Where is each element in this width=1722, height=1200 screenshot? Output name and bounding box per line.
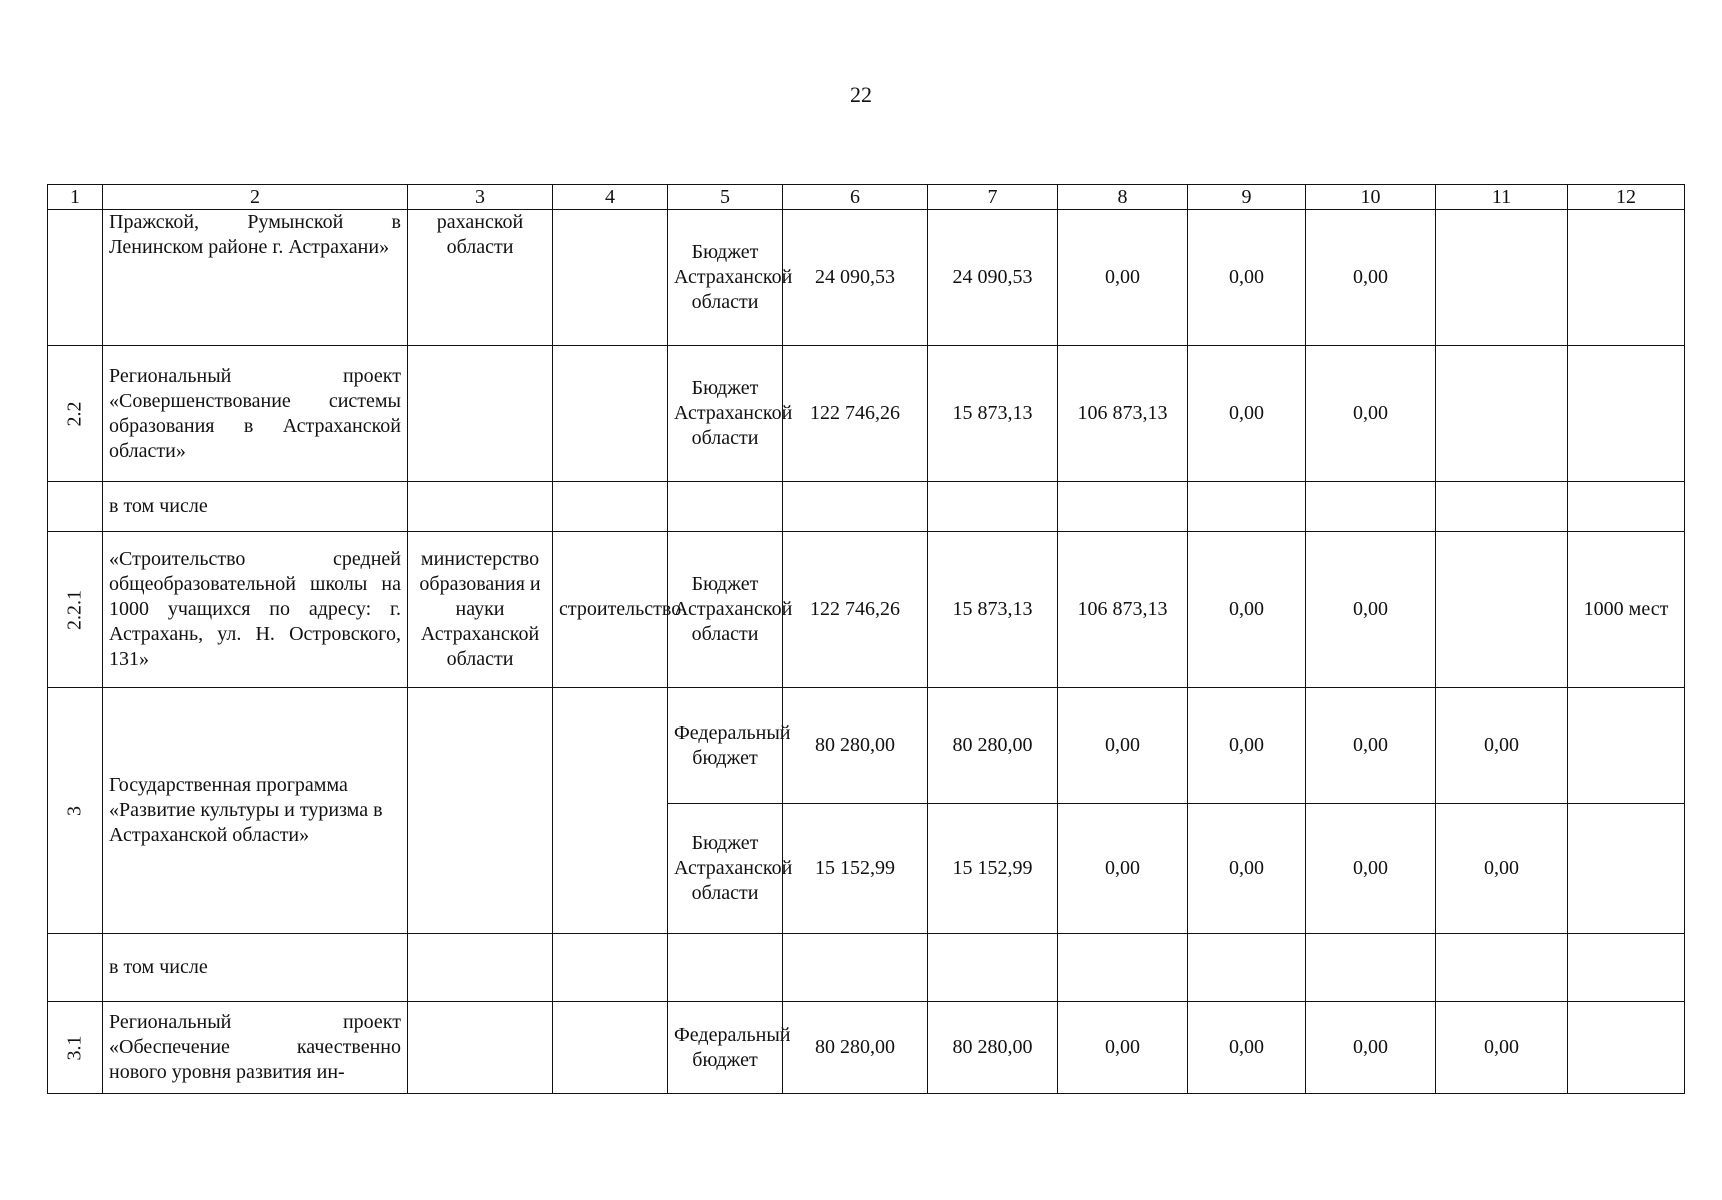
table-row xyxy=(48,346,1685,482)
row-number-cell xyxy=(48,346,103,482)
subtotal-label-cell: в том числе xyxy=(103,482,408,532)
executor-cell: министерство образования и науки Астраханской области xyxy=(408,532,553,688)
work-type-cell xyxy=(553,688,668,934)
column-number: 2 xyxy=(103,185,408,210)
column-number: 11 xyxy=(1436,185,1568,210)
column-number: 6 xyxy=(783,185,928,210)
value-cell: 0,00 xyxy=(1436,688,1568,804)
project-name-cell: Региональный проект «Обеспечение качественно нового уровня развития ин- xyxy=(103,1002,408,1094)
result-cell xyxy=(1568,210,1685,346)
table-row xyxy=(48,1002,1685,1094)
project-name-cell: Государственная программа «Развитие культуры и туризма в Астраханской области» xyxy=(103,688,408,934)
column-number: 7 xyxy=(928,185,1058,210)
column-number: 10 xyxy=(1306,185,1436,210)
value-cell: 24 090,53 xyxy=(783,210,928,346)
table-row xyxy=(48,532,1685,688)
value-cell: 0,00 xyxy=(1306,532,1436,688)
executor-cell: раханской области xyxy=(408,210,553,346)
table-row xyxy=(48,482,1685,532)
value-cell: 80 280,00 xyxy=(783,1002,928,1094)
row-number: 3 xyxy=(63,805,86,816)
column-number: 3 xyxy=(408,185,553,210)
value-cell: 0,00 xyxy=(1306,210,1436,346)
executor-cell xyxy=(408,346,553,482)
value-cell: 122 746,26 xyxy=(783,346,928,482)
value-cell: 0,00 xyxy=(1188,532,1306,688)
row-number-cell xyxy=(48,210,103,346)
value-cell: 15 873,13 xyxy=(928,346,1058,482)
project-name-cell: «Строительство средней общеобразовательной школы на 1000 учащихся по адресу: г. Астрахань, ул. Н. Островского, 131» xyxy=(103,532,408,688)
value-cell: 0,00 xyxy=(1188,346,1306,482)
value-cell: 0,00 xyxy=(1188,688,1306,804)
funding-source-cell: Бюджет Астраханской области xyxy=(668,532,783,688)
value-cell: 0,00 xyxy=(1306,688,1436,804)
value-cell: 0,00 xyxy=(1436,804,1568,934)
row-number-cell xyxy=(48,482,103,532)
row-number-cell xyxy=(48,688,103,934)
value-cell: 0,00 xyxy=(1058,1002,1188,1094)
value-cell: 122 746,26 xyxy=(783,532,928,688)
result-cell: 1000 мест xyxy=(1568,532,1685,688)
table-row xyxy=(48,688,1685,804)
value-cell xyxy=(1436,346,1568,482)
row-number: 3.1 xyxy=(63,1035,86,1060)
value-cell: 80 280,00 xyxy=(783,688,928,804)
funding-source-cell: Федеральный бюджет xyxy=(668,688,783,804)
work-type-cell xyxy=(553,1002,668,1094)
project-name-cell: Региональный проект «Совершенствование системы образования в Астраханской области» xyxy=(103,346,408,482)
funding-source-cell: Федеральный бюджет xyxy=(668,1002,783,1094)
table-row xyxy=(48,934,1685,1002)
executor-cell xyxy=(408,1002,553,1094)
value-cell: 0,00 xyxy=(1188,1002,1306,1094)
value-cell xyxy=(1436,210,1568,346)
column-number: 5 xyxy=(668,185,783,210)
value-cell: 0,00 xyxy=(1058,688,1188,804)
funding-source-cell: Бюджет Астраханской области xyxy=(668,210,783,346)
work-type-cell xyxy=(553,210,668,346)
value-cell: 24 090,53 xyxy=(928,210,1058,346)
row-number: 2.2 xyxy=(63,401,86,426)
value-cell: 15 873,13 xyxy=(928,532,1058,688)
funding-source-cell: Бюджет Астраханской области xyxy=(668,804,783,934)
value-cell: 106 873,13 xyxy=(1058,346,1188,482)
column-number: 4 xyxy=(553,185,668,210)
value-cell: 15 152,99 xyxy=(928,804,1058,934)
column-number: 1 xyxy=(48,185,103,210)
value-cell: 0,00 xyxy=(1058,210,1188,346)
value-cell xyxy=(1436,532,1568,688)
subtotal-label-cell: в том числе xyxy=(103,934,408,1002)
column-number: 8 xyxy=(1058,185,1188,210)
value-cell: 106 873,13 xyxy=(1058,532,1188,688)
result-cell xyxy=(1568,688,1685,804)
column-number: 12 xyxy=(1568,185,1685,210)
work-type-cell xyxy=(553,346,668,482)
page-number: 22 xyxy=(850,82,872,107)
value-cell: 0,00 xyxy=(1436,1002,1568,1094)
project-name-cell: Пражской, Румынской в Ленинском районе г. Астрахани» xyxy=(103,210,408,346)
row-number-cell xyxy=(48,934,103,1002)
value-cell: 0,00 xyxy=(1306,804,1436,934)
value-cell: 0,00 xyxy=(1058,804,1188,934)
table-row xyxy=(48,210,1685,346)
row-number-cell xyxy=(48,532,103,688)
value-cell: 0,00 xyxy=(1306,346,1436,482)
result-cell xyxy=(1568,346,1685,482)
executor-cell xyxy=(408,688,553,934)
value-cell: 15 152,99 xyxy=(783,804,928,934)
value-cell: 0,00 xyxy=(1306,1002,1436,1094)
work-type-cell: строительство xyxy=(553,532,668,688)
column-number-row xyxy=(48,185,1685,210)
result-cell xyxy=(1568,1002,1685,1094)
column-number: 9 xyxy=(1188,185,1306,210)
row-number-cell xyxy=(48,1002,103,1094)
value-cell: 0,00 xyxy=(1188,210,1306,346)
value-cell: 80 280,00 xyxy=(928,1002,1058,1094)
budget-table xyxy=(47,184,1685,1094)
funding-source-cell: Бюджет Астраханской области xyxy=(668,346,783,482)
row-number: 2.2.1 xyxy=(63,589,86,630)
result-cell xyxy=(1568,804,1685,934)
value-cell: 0,00 xyxy=(1188,804,1306,934)
value-cell: 80 280,00 xyxy=(928,688,1058,804)
